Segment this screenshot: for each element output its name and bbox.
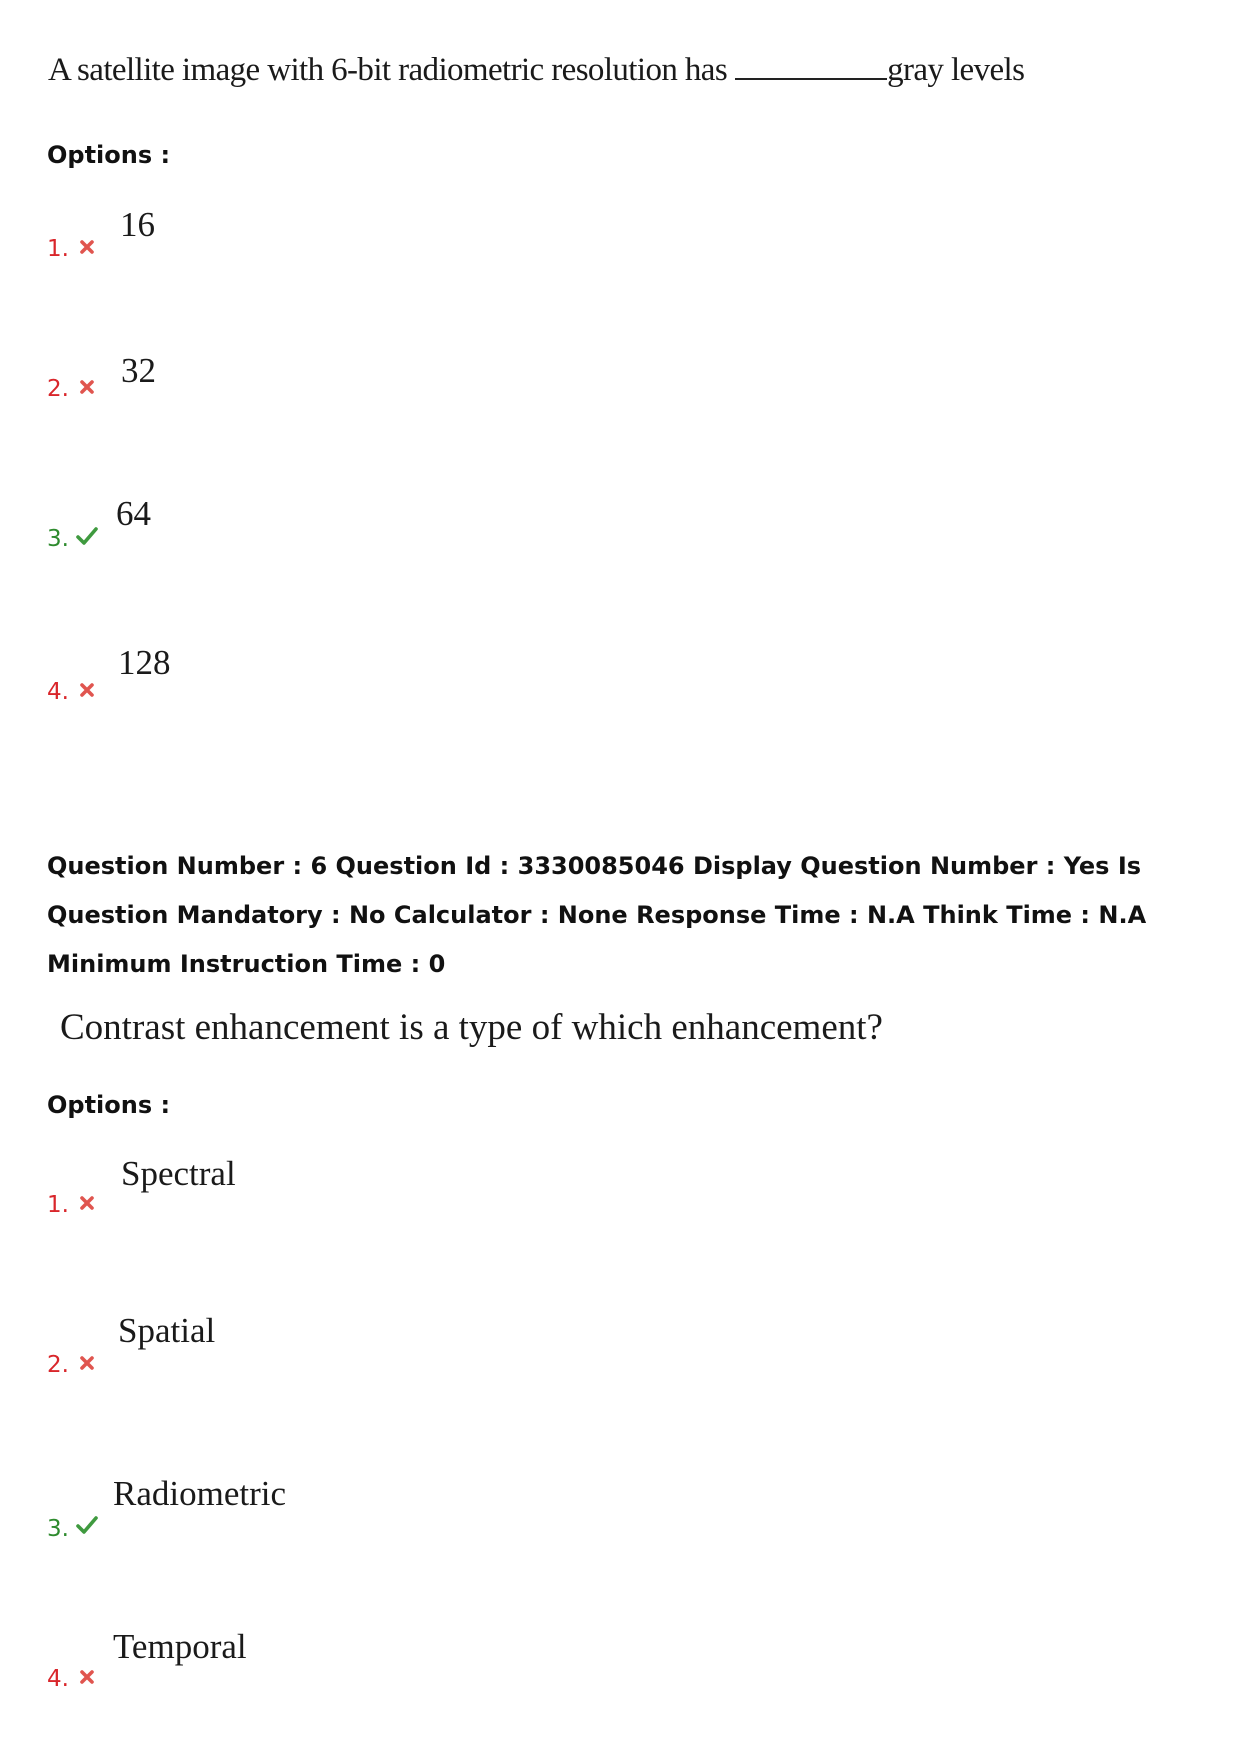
- option-text[interactable]: Spectral: [121, 1154, 236, 1193]
- option-text[interactable]: Spatial: [118, 1311, 216, 1350]
- option-text[interactable]: 32: [121, 351, 156, 390]
- option-number: 4.: [47, 1666, 69, 1692]
- question-text-before-blank: A satellite image with 6-bit radiometric resolution has: [48, 52, 728, 88]
- cross-icon: [79, 239, 95, 255]
- option-number: 3.: [47, 526, 69, 552]
- option-text[interactable]: Temporal: [113, 1627, 247, 1666]
- question-metadata: Question Number : 6 Question Id : 3330085046 Display Question Number : Yes Is Question Mandatory : No Calculator : None Response Time : N.A Think Time : N.A Minimum Instruction Time : 0: [47, 852, 1147, 978]
- cross-icon: [79, 1669, 95, 1685]
- question-text: [48, 52, 1024, 89]
- options-label: Options :: [47, 141, 171, 169]
- options-label: Options :: [47, 1091, 171, 1119]
- option-number: 1.: [47, 236, 69, 262]
- option-number: 1.: [47, 1192, 69, 1218]
- question-text-after-blank: gray levels: [887, 52, 1025, 88]
- option-number: 2.: [47, 376, 69, 402]
- option-number: 3.: [47, 1516, 69, 1542]
- cross-icon: [79, 682, 95, 698]
- cross-icon: [79, 379, 95, 395]
- option-text[interactable]: 128: [118, 643, 171, 682]
- cross-icon: [79, 1195, 95, 1211]
- option-text[interactable]: Radiometric: [113, 1474, 287, 1513]
- option-text[interactable]: 16: [120, 205, 155, 244]
- option-text[interactable]: 64: [116, 494, 151, 533]
- check-icon: [75, 526, 99, 546]
- cross-icon: [79, 1355, 95, 1371]
- answer-blank: [735, 78, 887, 80]
- option-number: 4.: [47, 679, 69, 705]
- option-number: 2.: [47, 1352, 69, 1378]
- check-icon: [75, 1515, 99, 1535]
- question-text: Contrast enhancement is a type of which enhancement?: [60, 1007, 883, 1048]
